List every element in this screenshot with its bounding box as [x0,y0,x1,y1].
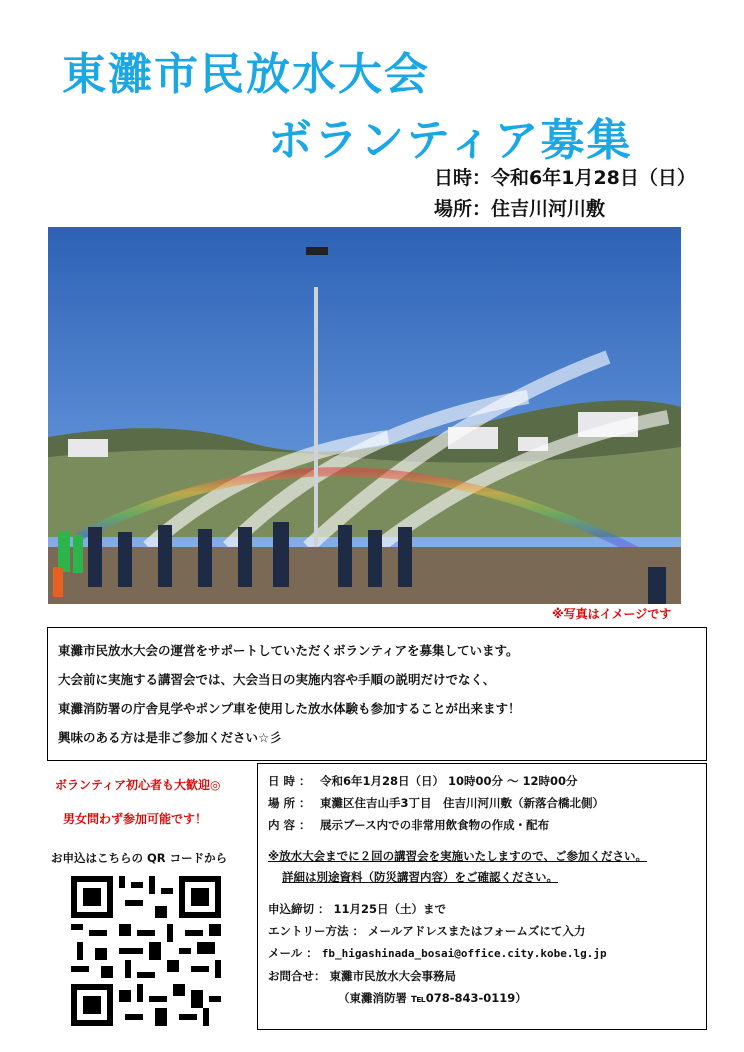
entry-method: エントリー方法 ： メールアドレスまたはフォームズにて入力 [268,924,586,938]
event-datetime: 日時：令和6年1月28日（日） [434,167,696,189]
intro-line: 東灘消防署の庁舎見学やポンプ車を使用した放水体験も参加することが出来ます！ [58,701,521,716]
qr-code[interactable] [71,876,221,1026]
title-line1: 東灘市民放水大会 [62,49,430,100]
training-note: ※放水大会までに２回の講習会を実施いたしますので、ご参加ください。 [268,849,647,863]
intro-line: 興味のある方は是非ご参加ください☆彡 [58,730,282,745]
detail-content [268,814,696,836]
beginners-welcome: ボランティア初心者も大歓迎◎ [55,778,221,792]
detail-place [268,792,696,814]
place-label: 場 所 ： [268,796,311,810]
mail-row [268,942,696,965]
anyone-welcome: 男女問わず参加可能です！ [63,812,208,826]
photo-note: ※写真はイメージです [552,607,672,621]
deadline: 申込締切 ： 11月25日（土）まで [268,902,447,916]
detail-date [268,770,696,792]
place-value: 東灘区住吉山手3丁目 住吉川河川敷（新落合橋北側） [320,796,604,810]
intro-line: 東灘市民放水大会の運営をサポートしていただくボランティアを募集しています。 [58,643,519,658]
content-label: 内 容 ： [268,818,311,832]
mail-label: メール ： [268,946,318,960]
title-line2: ボランティア募集 [268,115,633,166]
intro-box [47,627,707,761]
contact: お問合せ： 東灘市民放水大会事務局 [268,969,457,983]
contact-phone: （東灘消防署 ℡078-843-0119） [338,991,527,1005]
details-box [257,763,707,1030]
content-value: 展示ブース内での非常用飲食物の作成・配布 [320,818,550,832]
qr-caption: お申込はこちらの QR コードから [51,851,228,865]
date-label: 日 時 ： [268,774,311,788]
materials-note: 詳細は別途資料（防災講習内容）をご確認ください。 [282,870,558,884]
event-place: 場所：住吉川河川敷 [434,198,606,220]
intro-line: 大会前に実施する講習会では、大会当日の実施内容や手順の説明だけでなく、 [58,672,496,687]
mail-address[interactable]: fb_higashinada_bosai@office.city.kobe.lg.jp [321,947,607,960]
date-value: 令和6年1月28日（日） 10時00分 ～ 12時00分 [320,774,578,788]
event-photo [48,227,681,604]
